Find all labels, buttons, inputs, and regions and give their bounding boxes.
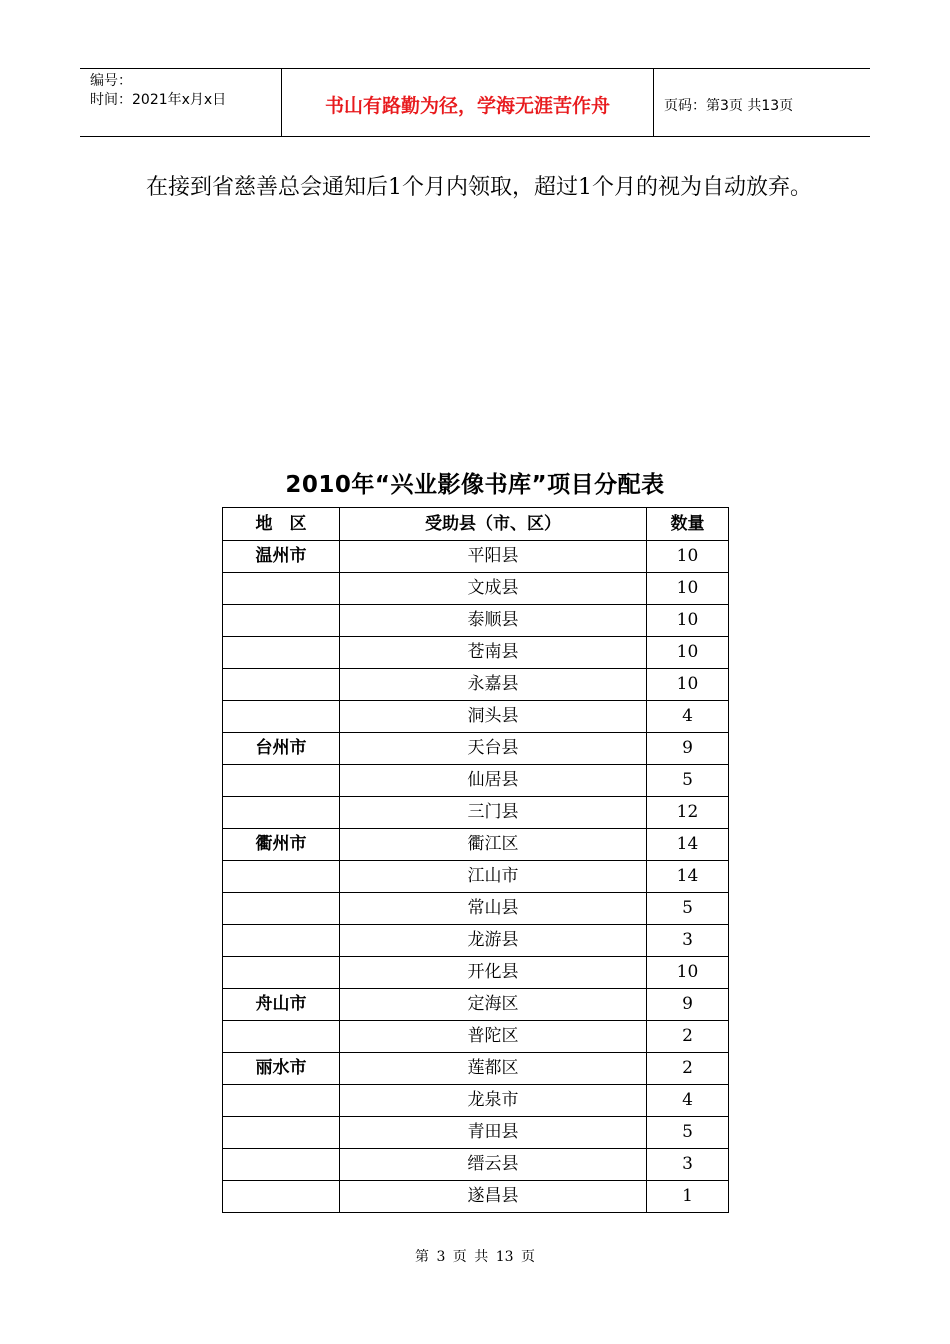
table-row [223, 893, 729, 925]
table-row [223, 541, 729, 573]
quantity-cell: 9 [647, 733, 729, 765]
table-row [223, 957, 729, 989]
region-cell [223, 1149, 340, 1181]
county-cell: 平阳县 [340, 541, 647, 573]
table-row [223, 1085, 729, 1117]
table-row [223, 765, 729, 797]
county-cell: 衢江区 [340, 829, 647, 861]
county-cell: 仙居县 [340, 765, 647, 797]
county-cell: 文成县 [340, 573, 647, 605]
county-cell: 缙云县 [340, 1149, 647, 1181]
quantity-cell: 10 [647, 957, 729, 989]
region-cell: 台州市 [223, 733, 340, 765]
header-meta [80, 69, 282, 136]
quantity-cell: 4 [647, 701, 729, 733]
region-cell [223, 861, 340, 893]
table-row [223, 605, 729, 637]
county-cell: 天台县 [340, 733, 647, 765]
county-cell: 苍南县 [340, 637, 647, 669]
table-row [223, 925, 729, 957]
table-title: 2010年“兴业影像书库”项目分配表 [285, 472, 665, 498]
region-cell [223, 1181, 340, 1213]
county-cell: 莲都区 [340, 1053, 647, 1085]
quantity-cell: 14 [647, 829, 729, 861]
table-row [223, 1021, 729, 1053]
county-cell: 青田县 [340, 1117, 647, 1149]
table-row [223, 797, 729, 829]
header-motto: 书山有路勤为径，学海无涯苦作舟 [282, 69, 654, 136]
region-cell [223, 605, 340, 637]
table-row [223, 573, 729, 605]
table-row [223, 989, 729, 1021]
header-time-label: 时间：2021年x月x日 [90, 92, 227, 108]
quantity-cell: 12 [647, 797, 729, 829]
table-row [223, 1181, 729, 1213]
header-county: 受助县（市、区） [340, 508, 647, 541]
table-row [223, 669, 729, 701]
region-cell: 温州市 [223, 541, 340, 573]
header-number-label: 编号： [90, 73, 132, 89]
quantity-cell: 3 [647, 925, 729, 957]
county-cell: 龙游县 [340, 925, 647, 957]
table-row [223, 733, 729, 765]
table-row [223, 701, 729, 733]
county-cell: 遂昌县 [340, 1181, 647, 1213]
table-header-row [223, 508, 729, 541]
county-cell: 开化县 [340, 957, 647, 989]
quantity-cell: 14 [647, 861, 729, 893]
county-cell: 江山市 [340, 861, 647, 893]
allocation-table [222, 507, 729, 1213]
region-cell [223, 1021, 340, 1053]
header-quantity: 数量 [647, 508, 729, 541]
region-cell [223, 669, 340, 701]
header-region: 地 区 [223, 508, 340, 541]
table-row [223, 1053, 729, 1085]
region-cell [223, 957, 340, 989]
region-cell [223, 701, 340, 733]
region-cell: 丽水市 [223, 1053, 340, 1085]
table-row [223, 637, 729, 669]
quantity-cell: 2 [647, 1021, 729, 1053]
region-cell [223, 925, 340, 957]
county-cell: 洞头县 [340, 701, 647, 733]
county-cell: 三门县 [340, 797, 647, 829]
page-header [80, 68, 870, 137]
region-cell [223, 765, 340, 797]
quantity-cell: 10 [647, 573, 729, 605]
quantity-cell: 10 [647, 605, 729, 637]
quantity-cell: 9 [647, 989, 729, 1021]
quantity-cell: 2 [647, 1053, 729, 1085]
table-row [223, 1117, 729, 1149]
quantity-cell: 5 [647, 765, 729, 797]
region-cell [223, 573, 340, 605]
county-cell: 永嘉县 [340, 669, 647, 701]
county-cell: 定海区 [340, 989, 647, 1021]
quantity-cell: 4 [647, 1085, 729, 1117]
region-cell [223, 1117, 340, 1149]
quantity-cell: 10 [647, 541, 729, 573]
region-cell: 衢州市 [223, 829, 340, 861]
quantity-cell: 10 [647, 669, 729, 701]
county-cell: 普陀区 [340, 1021, 647, 1053]
quantity-cell: 10 [647, 637, 729, 669]
quantity-cell: 5 [647, 1117, 729, 1149]
quantity-cell: 3 [647, 1149, 729, 1181]
table-row [223, 1149, 729, 1181]
region-cell [223, 637, 340, 669]
table-row [223, 829, 729, 861]
region-cell: 舟山市 [223, 989, 340, 1021]
header-page-info: 页码：第3页 共13页 [664, 97, 794, 114]
quantity-cell: 1 [647, 1181, 729, 1213]
region-cell [223, 797, 340, 829]
page-footer: 第 3 页 共 13 页 [415, 1249, 535, 1265]
county-cell: 龙泉市 [340, 1085, 647, 1117]
county-cell: 泰顺县 [340, 605, 647, 637]
body-paragraph: 在接到省慈善总会通知后1个月内领取，超过1个月的视为自动放弃。 [146, 175, 812, 200]
county-cell: 常山县 [340, 893, 647, 925]
region-cell [223, 893, 340, 925]
region-cell [223, 1085, 340, 1117]
quantity-cell: 5 [647, 893, 729, 925]
table-row [223, 861, 729, 893]
